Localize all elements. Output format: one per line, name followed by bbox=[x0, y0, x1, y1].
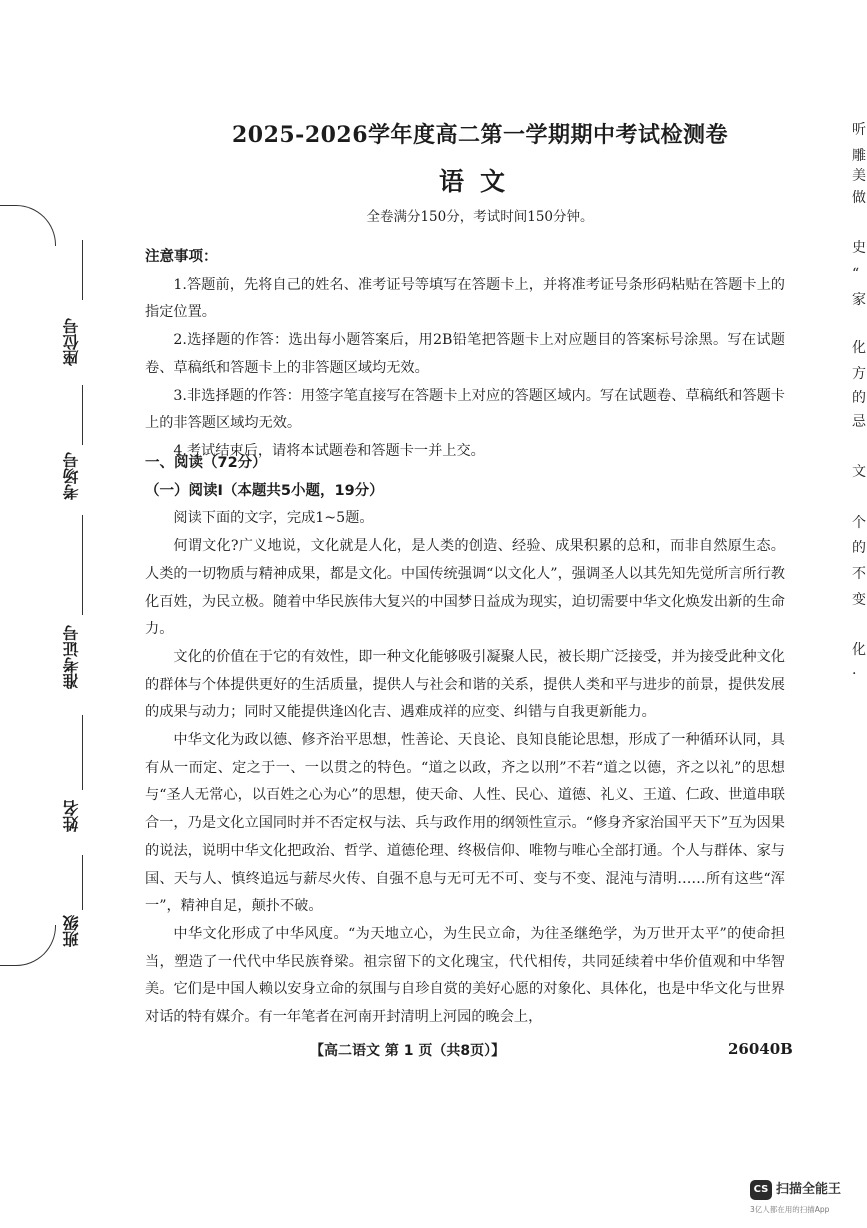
binding-arc-bottom bbox=[0, 925, 56, 966]
right-fragment: 美 bbox=[852, 168, 866, 184]
camscanner-logo-icon: CS bbox=[750, 1180, 772, 1200]
watermark-subtitle: 3亿人都在用的扫描App bbox=[750, 1205, 830, 1214]
right-fragment: 做 bbox=[852, 190, 866, 206]
passage-paragraph: 中华文化形成了中华风度。“为天地立心，为生民立命，为往圣继绝学，为万世开太平”的使命担当，塑造了一代代中华民族脊梁。祖宗留下的文化瑰宝，代代相传，共同延续着中华价值观和中华智美。它们是中国人赖以安身立命的氛围与自珍自赏的美好心愿的对象化、具体化，也是中华文化与世界对话的特有媒介。有一年笔者在河南开封清明上河园的晚会上， bbox=[145, 925, 785, 1026]
instruction-item: 3.非选择题的作答：用签字笔直接写在答题卡上对应的答题区域内。写在试题卷、草稿纸和答题卡上的非答题区域均无效。 bbox=[145, 387, 785, 432]
binding-arc-top bbox=[0, 205, 56, 246]
seat-number-label: 座位号 bbox=[62, 318, 81, 366]
right-fragment: 的 bbox=[852, 540, 866, 556]
binding-line bbox=[82, 855, 83, 910]
class-label: 班级 bbox=[62, 915, 81, 947]
right-fragment: . bbox=[852, 662, 857, 678]
section-title: 一、阅读（72分） bbox=[145, 455, 267, 471]
right-fragment: 个 bbox=[852, 515, 866, 531]
right-fragment: 变 bbox=[852, 592, 866, 608]
binding-line bbox=[82, 715, 83, 790]
scanner-watermark bbox=[750, 1180, 867, 1228]
right-fragment: 听 bbox=[852, 122, 866, 138]
section-subtitle: （一）阅读Ⅰ（本题共5小题，19分） bbox=[145, 482, 384, 499]
right-fragment: 方 bbox=[852, 366, 866, 382]
right-fragment: 家 bbox=[852, 292, 866, 308]
passage-paragraph: 文化的价值在于它的有效性，即一种文化能够吸引凝聚人民，被长期广泛接受，并为接受此种文化的群体与个体提供更好的生活质量，提供人与社会和谐的关系，提供人类和平与进步的前景，提供发展的成果与动力；同时又能提供逢凶化吉、遇难成祥的应变、纠错与自我更新能力。 bbox=[145, 648, 785, 721]
right-fragment: 化 bbox=[852, 340, 866, 356]
paper-code: 26040B bbox=[728, 1040, 793, 1058]
instruction-item: 2.选择题的作答：选出每小题答案后，用2B铅笔把答题卡上对应题目的答案标号涂黑。写在试题卷、草稿纸和答题卡上的非答题区域均无效。 bbox=[145, 332, 785, 376]
score-time-note: 全卷满分150分，考试时间150分钟。 bbox=[366, 209, 594, 225]
passage-paragraph: 中华文化为政以德、修齐治平思想，性善论、天良论、良知良能论思想，形成了一种循环认同，具有从一而定、定之于一、一以贯之的特色。“道之以政，齐之以刑”不若“道之以德，齐之以礼”的思想与“圣人无常心，以百姓之心为心”的思想，使天命、人性、民心、道德、礼义、王道、仁政、世道串联合一，乃是文化立国同时并不否定权与法、兵与政作用的纲领性宣示。“修身齐家治国平天下”互为因果的说法，说明中华文化把政治、哲学、道德伦理、终极信仰、唯物与唯心全部打通。个人与群体、家与国、天与人、慎终追远与薪尽火传、自强不息与无可无不可、变与不变、混沌与清明……所有这些“浑一”，精神自足，颠扑不破。 bbox=[145, 732, 785, 915]
right-fragment: 文 bbox=[852, 464, 866, 480]
right-fragment: 史 bbox=[852, 240, 866, 256]
subject-title: 语文 bbox=[438, 167, 521, 196]
name-label: 姓名 bbox=[62, 800, 81, 832]
reading-prompt: 阅读下面的文字，完成1~5题。 bbox=[173, 510, 374, 527]
instruction-item: 4.考试结束后，请将本试题卷和答题卡一并上交。 bbox=[173, 442, 485, 459]
passage-paragraph: 何谓文化?广义地说，文化就是人化，是人类的创造、经验、成果积累的总和，而非自然原生态。人类的一切物质与精神成果，都是文化。中国传统强调“以文化人”，强调圣人以其先知先觉所言所行教化百姓，为民立极。随着中华民族伟大复兴的中国梦日益成为现实，迫切需要中华文化焕发出新的生命力。 bbox=[145, 538, 785, 638]
instructions-heading: 注意事项： bbox=[145, 249, 218, 265]
right-fragment: 忌 bbox=[852, 414, 866, 430]
page-footer: 【高二语文 第 1 页（共8页）】 bbox=[310, 1043, 506, 1059]
binding-line bbox=[82, 240, 83, 300]
right-fragment: “ bbox=[852, 266, 860, 282]
right-fragment: 的 bbox=[852, 390, 866, 406]
binding-line bbox=[82, 515, 83, 615]
instruction-item: 1.答题前，先将自己的姓名、准考证号等填写在答题卡上，并将准考证号条形码粘贴在答题卡上的指定位置。 bbox=[145, 276, 785, 321]
right-fragment: 化 bbox=[852, 642, 866, 658]
watermark-name: 扫描全能王 bbox=[776, 1182, 842, 1197]
right-fragment: 雕 bbox=[852, 148, 866, 164]
binding-line bbox=[82, 385, 83, 445]
reading-section bbox=[145, 450, 785, 1032]
ticket-number-label: 准考证号 bbox=[62, 625, 81, 689]
exam-room-label: 考场号 bbox=[62, 452, 81, 500]
instructions bbox=[145, 244, 785, 466]
exam-title: 2025-2026学年度高二第一学期期中考试检测卷 bbox=[231, 122, 729, 148]
right-fragment: 不 bbox=[852, 566, 866, 582]
